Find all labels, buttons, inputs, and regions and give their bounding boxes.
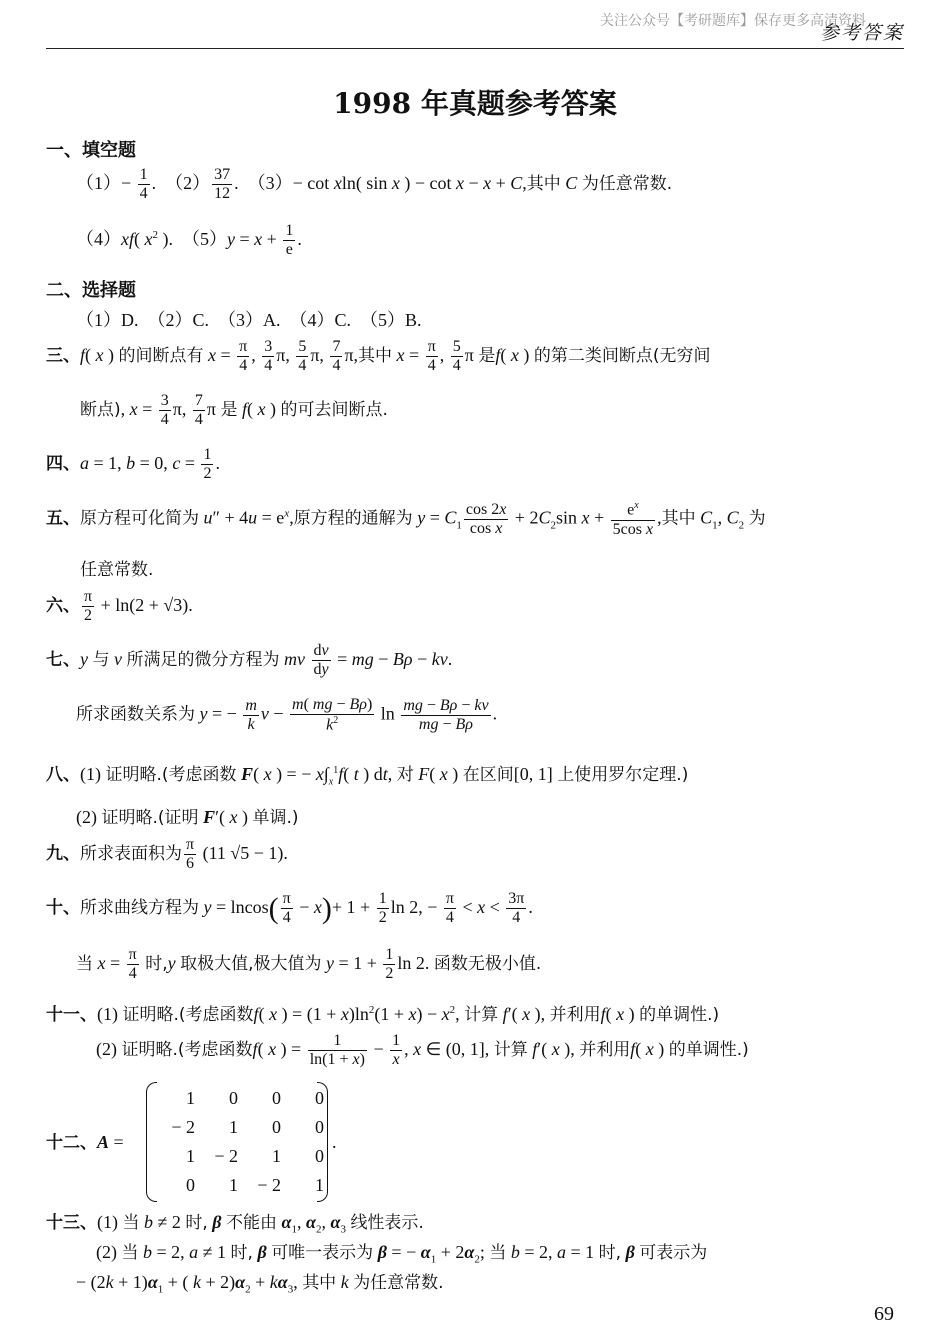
matrix-cell: − 2 <box>171 1117 195 1137</box>
section-13-line-1: 十三、(1) 当 b ≠ 2 时, β 不能由 $\alpha_1$, $\alpha_2$, $\alpha_3$ 线性表示. <box>46 1212 424 1236</box>
matrix-cell: 0 <box>272 1117 281 1137</box>
header-rule <box>46 48 904 49</box>
section-1-heading: 一、填空题 <box>46 140 136 161</box>
section-7-line-1: 七、y 与 v 所满足的微分方程为 mv $\frac{dv}{dy}$ = mg − Bρ − kv. <box>46 642 453 679</box>
matrix-cell: 0 <box>186 1175 195 1195</box>
matrix-cell: 1 <box>229 1175 238 1195</box>
section-13-line-2: (2) 当 b = 2, a ≠ 1 时, β 可唯一表示为 β = − $\alpha_1 + 2\alpha_2$; 当 b = 2, a = 1 时, β 可表示为 <box>96 1242 708 1266</box>
section-3-number: 三、 <box>46 346 80 367</box>
matrix-cell: 1 <box>186 1088 195 1108</box>
section-10-line-1: 十、所求曲线方程为 y = lncos( $\frac{\pi}{4}$ − x)+ 1 + $\frac{1}{2}$ ln 2, − $\frac{\pi}{4}$ < x < $\frac{3\pi}{4}$ . <box>46 890 533 927</box>
section-7-number: 七、 <box>46 650 80 671</box>
matrix-cell: 1 <box>315 1175 324 1195</box>
section-2-heading: 二、选择题 <box>46 280 136 301</box>
matrix-a <box>146 1082 328 1200</box>
matrix-cell: − 2 <box>214 1146 238 1166</box>
section-8-line-1: 八、(1) 证明略.(考虑函数 F( x ) = − $x\int_x^1f$( t ) dt, 对 F( x ) 在区间[0, 1] 上使用罗尔定理.) <box>46 764 689 788</box>
section-5-line-1: 五、原方程可化简为 $u'' + 4u = e^x$,原方程的通解为 $y = C_1$ $\frac{\cos 2x}{\text{cos x}}$ + $2C_2\sin$ x + $\frac{e^x}{\text{5cos x}}$ ,其中 $C_1$, $C_2$ 为 <box>46 500 766 538</box>
matrix-row <box>156 1142 328 1171</box>
header-label: 参考答案 <box>819 22 904 44</box>
matrix-cell: 1 <box>272 1146 281 1166</box>
section-9-number: 九、 <box>46 844 80 865</box>
matrix-right-bracket <box>317 1082 328 1202</box>
section-3-line-2: 断点), x = $\frac{3}{4}$ π, $\frac{7}{4}$ π 是 f( x ) 的可去间断点. <box>80 392 388 429</box>
section-4-number: 四、 <box>46 454 80 475</box>
matrix-cell: 0 <box>315 1146 324 1166</box>
section-5-number: 五、 <box>46 508 80 529</box>
section-12-number: 十二、 <box>46 1133 97 1153</box>
matrix-row <box>156 1084 328 1113</box>
matrix-period: . <box>332 1132 337 1152</box>
matrix-cell: 0 <box>272 1088 281 1108</box>
section-9-line: 九、所求表面积为 $\frac{\pi}{6}$ (11 √5 − 1). <box>46 836 288 873</box>
matrix-cell: 1 <box>186 1146 195 1166</box>
matrix-cell: 1 <box>229 1117 238 1137</box>
section-8-line-2: (2) 证明略.(证明 F′( x ) 单调.) <box>76 807 299 828</box>
section-11-number: 十一、 <box>46 1005 97 1025</box>
section-7-line-2: 所求函数关系为 y = − $\frac{m}{k}$ v − $\frac{m( mg - B\rho)}{k^2}$ ln $\frac{mg - B\rho - kv}{mg - B\rho}$ . <box>76 696 498 734</box>
section-11-line-1: 十一、(1) 证明略.(考虑函数f( x ) = $(1 + x)\ln^2(1 + x) - x^2$, 计算 f′( x ), 并利用f( x ) 的单调性.) <box>46 1004 720 1025</box>
section-4-line: 四、a = 1, b = 0, c = $\frac{1}{2}$ . <box>46 446 220 483</box>
section-1-line-1: （1）− $\frac{1}{4}$ . （2） $\frac{37}{12}$ . （3）− cot xln( sin x ) − cot x − x + C,其中 C 为任意常数. <box>76 166 673 203</box>
watermark: 关注公众号【考研题库】保存更多高清资料 <box>600 13 866 29</box>
page-title: 1998 年真题参考答案 <box>333 87 617 120</box>
section-5-line-2: 任意常数. <box>80 560 154 580</box>
section-11-line-2: (2) 证明略.(考虑函数f( x ) = $\frac{1}{\ln(1 + x)}$ − $\frac{1}{x}$ , x ∈ (0, 1], 计算 f′( x ), 并利用f( x ) 的单调性.) <box>96 1032 749 1069</box>
matrix-table <box>156 1084 328 1200</box>
matrix-cell: 0 <box>315 1088 324 1108</box>
section-13-line-3: − $(2k + 1)\alpha_1$ + ( $k + 2)\alpha_2 + k\alpha_3$, 其中 k 为任意常数. <box>76 1272 444 1296</box>
section-3-line-1: 三、f( x ) 的间断点有 x = $\frac{\pi}{4}$ , $\frac{3}{4}$ π, $\frac{5}{4}$ π, $\frac{7}{4}$ π,其中 x = $\frac{\pi}{4}$ , $\frac{5}{4}$ π 是f( x ) 的第二类间断点(无穷间 <box>46 338 711 375</box>
matrix-row <box>156 1171 328 1200</box>
matrix-cell: 0 <box>229 1088 238 1108</box>
section-13-number: 十三、 <box>46 1213 97 1233</box>
section-1-line-2: （4）xf( $x^2$ ). （5）y = x + $\frac{1}{e}$ . <box>76 222 302 259</box>
section-12-label: 十二、A = <box>46 1132 124 1153</box>
section-2-answers: （1）D. （2）C. （3）A. （4）C. （5）B. <box>76 310 422 330</box>
section-6-number: 六、 <box>46 596 80 617</box>
section-6-line: 六、 $\frac{\pi}{2}$ + ln(2 + √3). <box>46 588 193 625</box>
section-10-number: 十、 <box>46 898 80 919</box>
matrix-cell: 0 <box>315 1117 324 1137</box>
section-10-line-2: 当 x = $\frac{\pi}{4}$ 时,y 取极大值,极大值为 y = 1 + $\frac{1}{2}$ ln 2. 函数无极小值. <box>76 946 542 983</box>
matrix-cell: − 2 <box>257 1175 281 1195</box>
section-8-number: 八、 <box>46 765 80 785</box>
matrix-row <box>156 1113 328 1142</box>
page-number: 69 <box>874 1303 894 1325</box>
